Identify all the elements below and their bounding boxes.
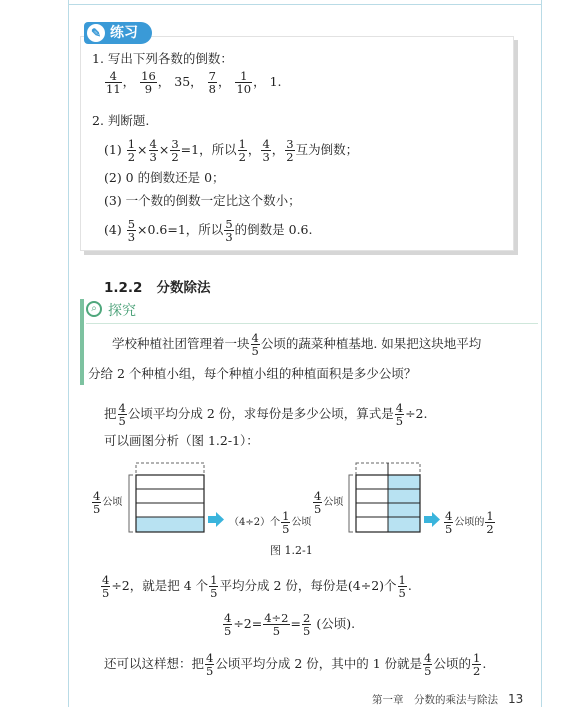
number-1: 1	[269, 74, 278, 89]
figure-annotation-1: （4÷2）个 $\frac{1}{5}$ 公顷	[229, 509, 312, 536]
fraction-16-9: $\frac{16}{9}$	[141, 69, 156, 96]
explore-paragraph-line-1: 学校种植社团管理着一块 $\frac{4}{5}$ 公顷的蔬菜种植基地. 如果把这块地平均	[112, 331, 482, 358]
body-line-1: 把 $\frac{4}{5}$ 公顷平均分成 2 份，求每份是多少公顷，算式是 $\frac{4}{5}$ ÷2.	[104, 401, 428, 428]
chapter-title: 第一章 分数的乘法与除法	[372, 694, 498, 706]
fraction-4-11: $\frac{4}{11}$	[106, 69, 121, 96]
page-footer	[372, 692, 523, 707]
page-number: 13	[508, 692, 524, 706]
magnifier-icon: ⌕	[86, 301, 102, 317]
exercise-badge-label: 练习	[110, 25, 138, 41]
figure-left-grid	[129, 463, 204, 532]
number-35: 35	[174, 74, 191, 89]
pencil-icon: ✎	[87, 24, 105, 42]
section-title: 分数除法	[156, 280, 211, 296]
judge-item-2: (2) 0 的倒数还是 0；	[104, 170, 225, 185]
fraction-1-10: $\frac{1}{10}$	[236, 69, 252, 96]
last-line: 还可以这样想：把 $\frac{4}{5}$ 公顷平均分成 2 份，其中的 1 份就是 $\frac{4}{5}$ 公顷的 $\frac{1}{2}$ .	[104, 651, 487, 678]
figure-annotation-2: $\frac{4}{5}$ 公顷的 $\frac{1}{2}$	[445, 509, 494, 536]
explore-label: 探究	[108, 303, 136, 319]
judge-item-3: (3) 一个数的倒数一定比这个数小；	[104, 193, 301, 208]
arrow-icon-2	[424, 512, 440, 527]
section-number: 1.2.2	[104, 280, 143, 296]
calc-line-1: $\frac{4}{5}$ ÷2，就是把 4 个 $\frac{1}{5}$ 平均分成 2 份，每份是(4÷2)个 $\frac{1}{5}$ .	[102, 573, 412, 600]
exercise-question-1: 1. 写出下列各数的倒数：	[92, 51, 233, 66]
reciprocal-list: $\frac{4}{11}$ ， $\frac{16}{9}$ ， 35， $\frac{7}{8}$ ， $\frac{1}{10}$ ， 1.	[106, 69, 282, 96]
explore-paragraph-line-2: 分给 2 个种植小组，每个种植小组的种植面积是多少公顷？	[88, 366, 417, 381]
equation: $\frac{4}{5}$ ÷2= $\frac{4\div 2}{5}$ = $\frac{2}{5}$ (公顷).	[224, 611, 356, 638]
figure-caption: 图 1.2-1	[270, 544, 313, 557]
judge-item-4: (4) $\frac{5}{3}$ ×0.6=1，所以 $\frac{5}{3}$ 的倒数是 0.6.	[104, 217, 313, 244]
figure-right-grid	[349, 463, 420, 532]
fraction-7-8: $\frac{7}{8}$	[208, 69, 216, 96]
body-line-2: 可以画图分析（图 1.2-1）：	[104, 433, 259, 448]
arrow-icon	[208, 512, 224, 527]
figure-right-label: $\frac{4}{5}$ 公顷	[314, 489, 344, 516]
figure-left-label: $\frac{4}{5}$ 公顷	[93, 489, 123, 516]
judge-item-1: (1) $\frac{1}{2}$ × $\frac{4}{3}$ × $\frac{3}{2}$ =1，所以 $\frac{1}{2}$ ， $\frac{4}{3}$ ， $\frac{3}{2}$ 互为倒数；	[104, 137, 359, 164]
exercise-question-2: 2. 判断题.	[92, 113, 150, 128]
